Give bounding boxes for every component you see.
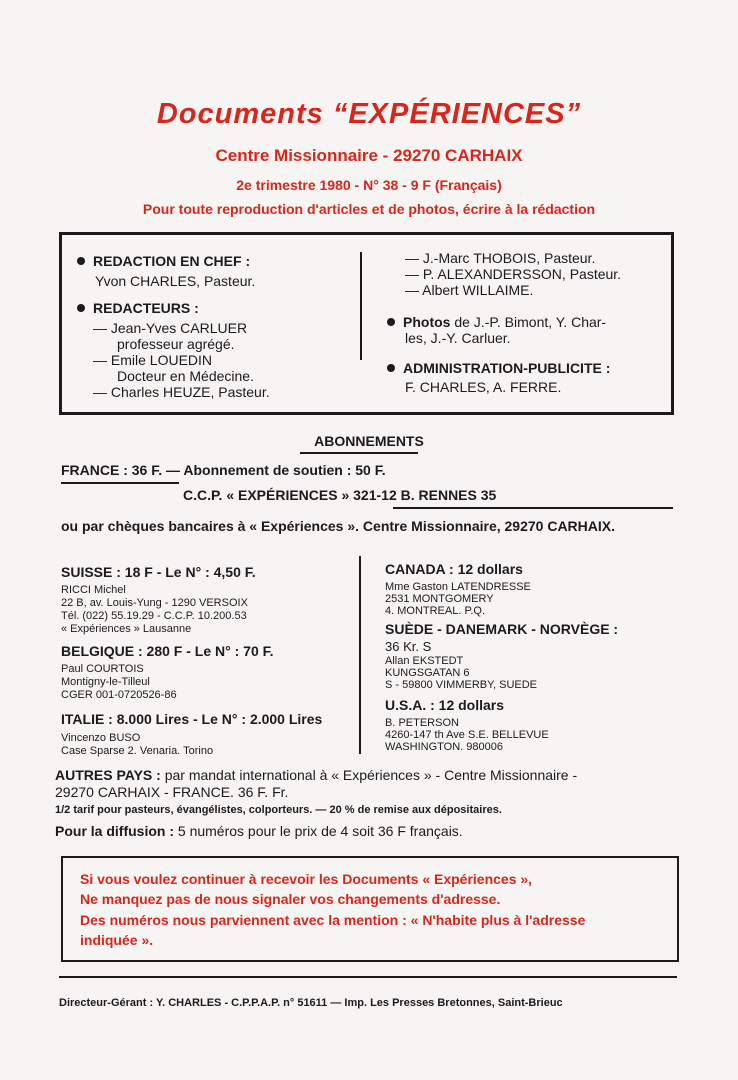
editor-line: — P. ALEXANDERSSON, Pasteur. (405, 266, 622, 282)
suisse-contact-line: Tél. (022) 55.19.29 - C.C.P. 10.200.53 (61, 610, 247, 622)
other-countries: AUTRES PAYS : par mandat international à « Expériences » - Centre Missionnaire - (55, 767, 578, 783)
scandinavia-rate: SUÈDE - DANEMARK - NORVÈGE : (385, 621, 619, 637)
scandinavia-contact-line: S - 59800 VIMMERBY, SUEDE (385, 679, 538, 691)
notice-line: Si vous voulez continuer à recevoir les Documents « Expériences », (80, 871, 533, 887)
photos-credit: Photos de J.-P. Bimont, Y. Char- (387, 314, 606, 331)
canada-contact-line: 4. MONTREAL. P.Q. (385, 605, 486, 617)
photos-credit-line2: les, J.-Y. Carluer. (405, 330, 511, 346)
italie-contact-line: Case Sparse 2. Venaria. Torino (61, 745, 214, 757)
belgique-contact-line: Paul COURTOIS (61, 663, 144, 675)
usa-rate: U.S.A. : 12 dollars (385, 697, 505, 713)
suisse-contact-line: « Expériences » Lausanne (61, 623, 192, 635)
canada-rate: CANADA : 12 dollars (385, 561, 523, 577)
usa-contact-line: B. PETERSON (385, 717, 459, 729)
italie-rate: ITALIE : 8.000 Lires - Le N° : 2.000 Lires (61, 711, 323, 727)
suisse-rate: SUISSE : 18 F - Le N° : 4,50 F. (61, 564, 256, 580)
divider-rule (61, 482, 179, 484)
bullet-icon (77, 304, 85, 312)
heading-underline (300, 452, 418, 454)
editor-line: professeur agrégé. (117, 336, 235, 352)
belgique-rate: BELGIQUE : 280 F - Le N° : 70 F. (61, 643, 274, 659)
footer-rule (59, 976, 677, 978)
distribution-offer: Pour la diffusion : 5 numéros pour le prix de 4 soit 36 F français. (55, 823, 463, 839)
scandinavia-price: 36 Kr. S (385, 639, 432, 654)
editor-line: — Charles HEUZE, Pasteur. (93, 384, 270, 400)
belgique-contact-line: CGER 001-0720526-86 (61, 689, 177, 701)
editor-line: — Jean-Yves CARLUER (93, 320, 248, 336)
belgique-contact-line: Montigny-le-Tilleul (61, 676, 150, 688)
notice-line: indiquée ». (80, 932, 154, 948)
scandinavia-contact-line: Allan EKSTEDT (385, 655, 464, 667)
chief-editor-heading: REDACTION EN CHEF : (77, 253, 250, 270)
editor-line: Docteur en Médecine. (117, 368, 254, 384)
subscriptions-heading: ABONNEMENTS (314, 433, 424, 449)
suisse-contact-line: RICCI Michel (61, 584, 126, 596)
france-rate: FRANCE : 36 F. — Abonnement de soutien : 50 F. (61, 462, 386, 478)
usa-contact-line: 4260-147 th Ave S.E. BELLEVUE (385, 729, 549, 741)
admin-names: F. CHARLES, A. FERRE. (405, 379, 562, 395)
suisse-contact-line: 22 B, av. Louis-Yung - 1290 VERSOIX (61, 597, 248, 609)
cheques-info: ou par chèques bancaires à « Expériences ». Centre Missionnaire, 29270 CARHAIX. (61, 518, 616, 534)
canada-contact-line: Mme Gaston LATENDRESSE (385, 581, 531, 593)
editor-line: — J.-Marc THOBOIS, Pasteur. (405, 250, 596, 266)
bullet-icon (77, 257, 85, 265)
publisher-address: Centre Missionnaire - 29270 CARHAIX (215, 146, 523, 165)
editor-line: — Emile LOUEDIN (93, 352, 213, 368)
editor-line: — Albert WILLAIME. (405, 282, 534, 298)
notice-line: Des numéros nous parviennent avec la mention : « N'habite plus à l'adresse (80, 912, 586, 928)
column-divider (359, 556, 361, 754)
chief-editor-name: Yvon CHARLES, Pasteur. (95, 273, 256, 289)
ccp-account: C.C.P. « EXPÉRIENCES » 321-12 B. RENNES 35 (183, 487, 497, 503)
magazine-title: Documents “EXPÉRIENCES” (156, 98, 582, 130)
divider-rule (393, 507, 673, 509)
italie-contact-line: Vincenzo BUSO (61, 732, 141, 744)
imprint-footer: Directeur-Gérant : Y. CHARLES - C.P.P.A.P. n° 51611 — Imp. Les Presses Bretonnes, Saint-Brieuc (59, 997, 563, 1009)
admin-heading: ADMINISTRATION-PUBLICITE : (387, 360, 610, 377)
notice-line: Ne manquez pas de nous signaler vos changements d'adresse. (80, 891, 501, 907)
staff-box-divider (360, 252, 362, 360)
scandinavia-contact-line: KUNGSGATAN 6 (385, 667, 470, 679)
issue-info: 2e trimestre 1980 - N° 38 - 9 F (Français) (236, 177, 502, 193)
bullet-icon (387, 364, 395, 372)
reproduction-notice: Pour toute reproduction d'articles et de photos, écrire à la rédaction (142, 201, 596, 217)
discount-note: 1/2 tarif pour pasteurs, évangélistes, colporteurs. — 20 % de remise aux dépositaires. (55, 804, 502, 816)
usa-contact-line: WASHINGTON. 980006 (385, 741, 503, 753)
bullet-icon (387, 318, 395, 326)
editors-heading: REDACTEURS : (77, 300, 199, 317)
other-countries-line2: 29270 CARHAIX - FRANCE. 36 F. Fr. (55, 784, 289, 800)
canada-contact-line: 2531 MONTGOMERY (385, 593, 494, 605)
